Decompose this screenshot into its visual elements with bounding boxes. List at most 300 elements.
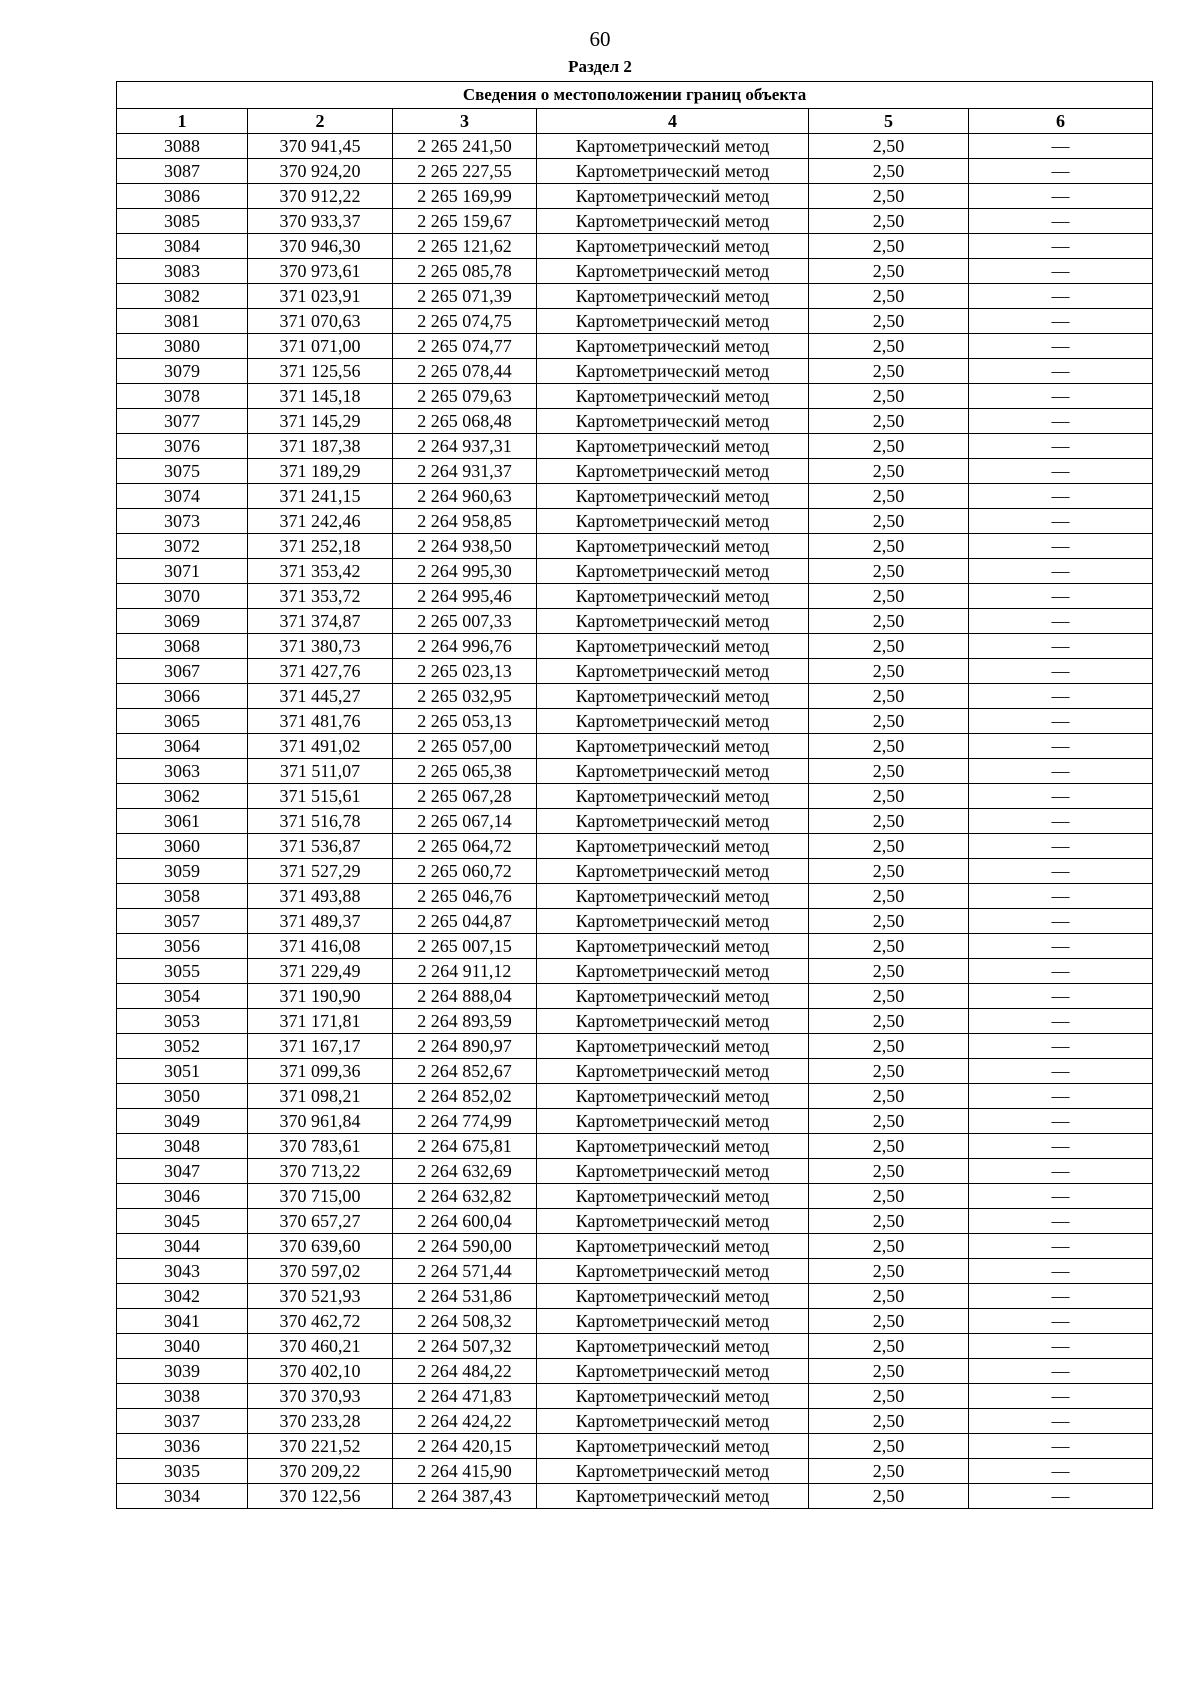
table-row (117, 209, 1153, 234)
method-cell: Картометрический метод (537, 334, 809, 359)
accuracy-cell: 2,50 (809, 1259, 969, 1284)
point-number-cell: 3041 (117, 1309, 248, 1334)
x-coordinate-cell: 371 241,15 (248, 484, 393, 509)
description-cell: — (969, 1109, 1153, 1134)
method-cell: Картометрический метод (537, 359, 809, 384)
x-coordinate-cell: 371 511,07 (248, 759, 393, 784)
description-cell: — (969, 934, 1153, 959)
table-body (117, 134, 1153, 1509)
x-coordinate-cell: 370 209,22 (248, 1459, 393, 1484)
method-cell: Картометрический метод (537, 784, 809, 809)
x-coordinate-cell: 371 023,91 (248, 284, 393, 309)
table-row (117, 559, 1153, 584)
x-coordinate-cell: 370 122,56 (248, 1484, 393, 1509)
table-caption: Сведения о местоположении границ объекта (117, 82, 1153, 109)
accuracy-cell: 2,50 (809, 1434, 969, 1459)
table-row (117, 1409, 1153, 1434)
x-coordinate-cell: 370 783,61 (248, 1134, 393, 1159)
point-number-cell: 3079 (117, 359, 248, 384)
accuracy-cell: 2,50 (809, 134, 969, 159)
table-row (117, 1209, 1153, 1234)
table-row (117, 1284, 1153, 1309)
x-coordinate-cell: 371 493,88 (248, 884, 393, 909)
description-cell: — (969, 634, 1153, 659)
table-row (117, 534, 1153, 559)
point-number-cell: 3036 (117, 1434, 248, 1459)
y-coordinate-cell: 2 265 007,15 (393, 934, 537, 959)
table-row (117, 684, 1153, 709)
table-row (117, 1359, 1153, 1384)
accuracy-cell: 2,50 (809, 884, 969, 909)
description-cell: — (969, 1209, 1153, 1234)
x-coordinate-cell: 371 445,27 (248, 684, 393, 709)
accuracy-cell: 2,50 (809, 1459, 969, 1484)
accuracy-cell: 2,50 (809, 234, 969, 259)
method-cell: Картометрический метод (537, 1209, 809, 1234)
x-coordinate-cell: 370 462,72 (248, 1309, 393, 1334)
point-number-cell: 3073 (117, 509, 248, 534)
point-number-cell: 3059 (117, 859, 248, 884)
table-row (117, 1234, 1153, 1259)
table-row (117, 384, 1153, 409)
table-row (117, 1484, 1153, 1509)
method-cell: Картометрический метод (537, 809, 809, 834)
y-coordinate-cell: 2 264 471,83 (393, 1384, 537, 1409)
method-cell: Картометрический метод (537, 834, 809, 859)
point-number-cell: 3058 (117, 884, 248, 909)
description-cell: — (969, 659, 1153, 684)
column-number: 3 (393, 109, 537, 134)
x-coordinate-cell: 371 527,29 (248, 859, 393, 884)
accuracy-cell: 2,50 (809, 759, 969, 784)
table-row (117, 659, 1153, 684)
point-number-cell: 3061 (117, 809, 248, 834)
table-row (117, 834, 1153, 859)
point-number-cell: 3049 (117, 1109, 248, 1134)
description-cell: — (969, 1159, 1153, 1184)
description-cell: — (969, 1334, 1153, 1359)
description-cell: — (969, 709, 1153, 734)
method-cell: Картометрический метод (537, 759, 809, 784)
y-coordinate-cell: 2 265 068,48 (393, 409, 537, 434)
point-number-cell: 3043 (117, 1259, 248, 1284)
description-cell: — (969, 884, 1153, 909)
description-cell: — (969, 1134, 1153, 1159)
method-cell: Картометрический метод (537, 1059, 809, 1084)
y-coordinate-cell: 2 265 227,55 (393, 159, 537, 184)
x-coordinate-cell: 370 221,52 (248, 1434, 393, 1459)
method-cell: Картометрический метод (537, 634, 809, 659)
method-cell: Картометрический метод (537, 134, 809, 159)
accuracy-cell: 2,50 (809, 1034, 969, 1059)
y-coordinate-cell: 2 265 060,72 (393, 859, 537, 884)
method-cell: Картометрический метод (537, 184, 809, 209)
table-row (117, 1309, 1153, 1334)
point-number-cell: 3052 (117, 1034, 248, 1059)
y-coordinate-cell: 2 264 424,22 (393, 1409, 537, 1434)
table-row (117, 884, 1153, 909)
x-coordinate-cell: 370 946,30 (248, 234, 393, 259)
y-coordinate-cell: 2 265 032,95 (393, 684, 537, 709)
description-cell: — (969, 1084, 1153, 1109)
x-coordinate-cell: 371 515,61 (248, 784, 393, 809)
table-row (117, 484, 1153, 509)
method-cell: Картометрический метод (537, 984, 809, 1009)
table-row (117, 859, 1153, 884)
method-cell: Картометрический метод (537, 434, 809, 459)
accuracy-cell: 2,50 (809, 909, 969, 934)
method-cell: Картометрический метод (537, 309, 809, 334)
x-coordinate-cell: 371 229,49 (248, 959, 393, 984)
method-cell: Картометрический метод (537, 1084, 809, 1109)
x-coordinate-cell: 371 167,17 (248, 1034, 393, 1059)
accuracy-cell: 2,50 (809, 384, 969, 409)
accuracy-cell: 2,50 (809, 684, 969, 709)
y-coordinate-cell: 2 265 071,39 (393, 284, 537, 309)
accuracy-cell: 2,50 (809, 1284, 969, 1309)
description-cell: — (969, 1284, 1153, 1309)
accuracy-cell: 2,50 (809, 534, 969, 559)
method-cell: Картометрический метод (537, 259, 809, 284)
point-number-cell: 3069 (117, 609, 248, 634)
y-coordinate-cell: 2 264 590,00 (393, 1234, 537, 1259)
y-coordinate-cell: 2 264 931,37 (393, 459, 537, 484)
x-coordinate-cell: 371 353,72 (248, 584, 393, 609)
y-coordinate-cell: 2 265 046,76 (393, 884, 537, 909)
method-cell: Картометрический метод (537, 1359, 809, 1384)
point-number-cell: 3080 (117, 334, 248, 359)
point-number-cell: 3070 (117, 584, 248, 609)
table-row (117, 1184, 1153, 1209)
description-cell: — (969, 1259, 1153, 1284)
description-cell: — (969, 984, 1153, 1009)
x-coordinate-cell: 371 071,00 (248, 334, 393, 359)
y-coordinate-cell: 2 264 911,12 (393, 959, 537, 984)
accuracy-cell: 2,50 (809, 1209, 969, 1234)
x-coordinate-cell: 371 489,37 (248, 909, 393, 934)
x-coordinate-cell: 371 171,81 (248, 1009, 393, 1034)
point-number-cell: 3050 (117, 1084, 248, 1109)
y-coordinate-cell: 2 265 067,14 (393, 809, 537, 834)
description-cell: — (969, 1434, 1153, 1459)
accuracy-cell: 2,50 (809, 1134, 969, 1159)
description-cell: — (969, 684, 1153, 709)
accuracy-cell: 2,50 (809, 809, 969, 834)
x-coordinate-cell: 371 125,56 (248, 359, 393, 384)
point-number-cell: 3065 (117, 709, 248, 734)
accuracy-cell: 2,50 (809, 1409, 969, 1434)
table-row (117, 459, 1153, 484)
method-cell: Картометрический метод (537, 209, 809, 234)
point-number-cell: 3056 (117, 934, 248, 959)
accuracy-cell: 2,50 (809, 159, 969, 184)
accuracy-cell: 2,50 (809, 934, 969, 959)
x-coordinate-cell: 371 374,87 (248, 609, 393, 634)
x-coordinate-cell: 371 145,29 (248, 409, 393, 434)
x-coordinate-cell: 370 713,22 (248, 1159, 393, 1184)
y-coordinate-cell: 2 264 996,76 (393, 634, 537, 659)
description-cell: — (969, 184, 1153, 209)
point-number-cell: 3072 (117, 534, 248, 559)
point-number-cell: 3085 (117, 209, 248, 234)
description-cell: — (969, 459, 1153, 484)
method-cell: Картометрический метод (537, 934, 809, 959)
x-coordinate-cell: 370 639,60 (248, 1234, 393, 1259)
column-number: 6 (969, 109, 1153, 134)
description-cell: — (969, 809, 1153, 834)
description-cell: — (969, 234, 1153, 259)
description-cell: — (969, 609, 1153, 634)
description-cell: — (969, 159, 1153, 184)
method-cell: Картометрический метод (537, 159, 809, 184)
x-coordinate-cell: 370 973,61 (248, 259, 393, 284)
point-number-cell: 3071 (117, 559, 248, 584)
point-number-cell: 3084 (117, 234, 248, 259)
method-cell: Картометрический метод (537, 709, 809, 734)
table-row (117, 1034, 1153, 1059)
point-number-cell: 3051 (117, 1059, 248, 1084)
y-coordinate-cell: 2 265 065,38 (393, 759, 537, 784)
accuracy-cell: 2,50 (809, 434, 969, 459)
y-coordinate-cell: 2 265 079,63 (393, 384, 537, 409)
x-coordinate-cell: 371 145,18 (248, 384, 393, 409)
y-coordinate-cell: 2 264 484,22 (393, 1359, 537, 1384)
description-cell: — (969, 384, 1153, 409)
table-row (117, 909, 1153, 934)
accuracy-cell: 2,50 (809, 834, 969, 859)
x-coordinate-cell: 370 933,37 (248, 209, 393, 234)
y-coordinate-cell: 2 264 387,43 (393, 1484, 537, 1509)
y-coordinate-cell: 2 264 415,90 (393, 1459, 537, 1484)
table-row (117, 309, 1153, 334)
table-row (117, 259, 1153, 284)
method-cell: Картометрический метод (537, 1009, 809, 1034)
point-number-cell: 3045 (117, 1209, 248, 1234)
accuracy-cell: 2,50 (809, 359, 969, 384)
description-cell: — (969, 784, 1153, 809)
column-number: 5 (809, 109, 969, 134)
description-cell: — (969, 209, 1153, 234)
point-number-cell: 3044 (117, 1234, 248, 1259)
table-row (117, 409, 1153, 434)
point-number-cell: 3078 (117, 384, 248, 409)
description-cell: — (969, 1309, 1153, 1334)
table-row (117, 1259, 1153, 1284)
y-coordinate-cell: 2 264 600,04 (393, 1209, 537, 1234)
accuracy-cell: 2,50 (809, 634, 969, 659)
method-cell: Картометрический метод (537, 1034, 809, 1059)
y-coordinate-cell: 2 264 852,67 (393, 1059, 537, 1084)
column-number: 1 (117, 109, 248, 134)
y-coordinate-cell: 2 264 888,04 (393, 984, 537, 1009)
y-coordinate-cell: 2 265 169,99 (393, 184, 537, 209)
point-number-cell: 3088 (117, 134, 248, 159)
description-cell: — (969, 584, 1153, 609)
page-number: 60 (589, 27, 611, 51)
accuracy-cell: 2,50 (809, 959, 969, 984)
accuracy-cell: 2,50 (809, 1059, 969, 1084)
accuracy-cell: 2,50 (809, 784, 969, 809)
method-cell: Картометрический метод (537, 584, 809, 609)
y-coordinate-cell: 2 264 958,85 (393, 509, 537, 534)
method-cell: Картометрический метод (537, 1309, 809, 1334)
description-cell: — (969, 334, 1153, 359)
y-coordinate-cell: 2 264 420,15 (393, 1434, 537, 1459)
accuracy-cell: 2,50 (809, 1159, 969, 1184)
y-coordinate-cell: 2 264 995,46 (393, 584, 537, 609)
accuracy-cell: 2,50 (809, 659, 969, 684)
boundary-coordinates-table (116, 81, 1153, 1509)
point-number-cell: 3054 (117, 984, 248, 1009)
table-row (117, 1159, 1153, 1184)
description-cell: — (969, 909, 1153, 934)
point-number-cell: 3035 (117, 1459, 248, 1484)
point-number-cell: 3068 (117, 634, 248, 659)
table-row (117, 609, 1153, 634)
accuracy-cell: 2,50 (809, 259, 969, 284)
method-cell: Картометрический метод (537, 1459, 809, 1484)
table-row (117, 809, 1153, 834)
x-coordinate-cell: 370 597,02 (248, 1259, 393, 1284)
point-number-cell: 3053 (117, 1009, 248, 1034)
x-coordinate-cell: 371 187,38 (248, 434, 393, 459)
accuracy-cell: 2,50 (809, 609, 969, 634)
table-row (117, 159, 1153, 184)
x-coordinate-cell: 371 491,02 (248, 734, 393, 759)
y-coordinate-cell: 2 264 890,97 (393, 1034, 537, 1059)
table-row (117, 784, 1153, 809)
x-coordinate-cell: 371 353,42 (248, 559, 393, 584)
y-coordinate-cell: 2 264 995,30 (393, 559, 537, 584)
accuracy-cell: 2,50 (809, 1334, 969, 1359)
point-number-cell: 3037 (117, 1409, 248, 1434)
table-row (117, 234, 1153, 259)
description-cell: — (969, 309, 1153, 334)
method-cell: Картометрический метод (537, 284, 809, 309)
table-row (117, 1384, 1153, 1409)
description-cell: — (969, 534, 1153, 559)
table-row (117, 984, 1153, 1009)
table-row (117, 709, 1153, 734)
accuracy-cell: 2,50 (809, 709, 969, 734)
table-row (117, 134, 1153, 159)
point-number-cell: 3086 (117, 184, 248, 209)
y-coordinate-cell: 2 264 632,69 (393, 1159, 537, 1184)
accuracy-cell: 2,50 (809, 734, 969, 759)
accuracy-cell: 2,50 (809, 1084, 969, 1109)
accuracy-cell: 2,50 (809, 509, 969, 534)
y-coordinate-cell: 2 264 893,59 (393, 1009, 537, 1034)
point-number-cell: 3082 (117, 284, 248, 309)
y-coordinate-cell: 2 264 507,32 (393, 1334, 537, 1359)
table-row (117, 759, 1153, 784)
method-cell: Картометрический метод (537, 1234, 809, 1259)
y-coordinate-cell: 2 265 159,67 (393, 209, 537, 234)
point-number-cell: 3074 (117, 484, 248, 509)
y-coordinate-cell: 2 265 078,44 (393, 359, 537, 384)
point-number-cell: 3039 (117, 1359, 248, 1384)
point-number-cell: 3057 (117, 909, 248, 934)
y-coordinate-cell: 2 264 675,81 (393, 1134, 537, 1159)
section-title: Раздел 2 (568, 57, 632, 76)
description-cell: — (969, 1234, 1153, 1259)
y-coordinate-cell: 2 264 508,32 (393, 1309, 537, 1334)
accuracy-cell: 2,50 (809, 484, 969, 509)
method-cell: Картометрический метод (537, 859, 809, 884)
description-cell: — (969, 959, 1153, 984)
method-cell: Картометрический метод (537, 1434, 809, 1459)
method-cell: Картометрический метод (537, 1484, 809, 1509)
point-number-cell: 3064 (117, 734, 248, 759)
description-cell: — (969, 759, 1153, 784)
accuracy-cell: 2,50 (809, 559, 969, 584)
x-coordinate-cell: 371 481,76 (248, 709, 393, 734)
description-cell: — (969, 1059, 1153, 1084)
accuracy-cell: 2,50 (809, 584, 969, 609)
point-number-cell: 3083 (117, 259, 248, 284)
x-coordinate-cell: 371 098,21 (248, 1084, 393, 1109)
description-cell: — (969, 359, 1153, 384)
y-coordinate-cell: 2 264 632,82 (393, 1184, 537, 1209)
point-number-cell: 3048 (117, 1134, 248, 1159)
table-row (117, 1109, 1153, 1134)
point-number-cell: 3081 (117, 309, 248, 334)
accuracy-cell: 2,50 (809, 1109, 969, 1134)
method-cell: Картометрический метод (537, 409, 809, 434)
point-number-cell: 3042 (117, 1284, 248, 1309)
description-cell: — (969, 284, 1153, 309)
y-coordinate-cell: 2 265 053,13 (393, 709, 537, 734)
y-coordinate-cell: 2 264 531,86 (393, 1284, 537, 1309)
y-coordinate-cell: 2 264 938,50 (393, 534, 537, 559)
method-cell: Картометрический метод (537, 1384, 809, 1409)
x-coordinate-cell: 370 370,93 (248, 1384, 393, 1409)
x-coordinate-cell: 371 516,78 (248, 809, 393, 834)
x-coordinate-cell: 370 521,93 (248, 1284, 393, 1309)
method-cell: Картометрический метод (537, 1334, 809, 1359)
column-number-row (117, 109, 1153, 134)
y-coordinate-cell: 2 264 571,44 (393, 1259, 537, 1284)
column-number: 2 (248, 109, 393, 134)
method-cell: Картометрический метод (537, 1109, 809, 1134)
point-number-cell: 3047 (117, 1159, 248, 1184)
table-row (117, 1434, 1153, 1459)
x-coordinate-cell: 370 941,45 (248, 134, 393, 159)
point-number-cell: 3067 (117, 659, 248, 684)
y-coordinate-cell: 2 265 007,33 (393, 609, 537, 634)
table-row (117, 284, 1153, 309)
method-cell: Картометрический метод (537, 659, 809, 684)
accuracy-cell: 2,50 (809, 184, 969, 209)
table-row (117, 934, 1153, 959)
point-number-cell: 3087 (117, 159, 248, 184)
y-coordinate-cell: 2 265 241,50 (393, 134, 537, 159)
point-number-cell: 3034 (117, 1484, 248, 1509)
point-number-cell: 3062 (117, 784, 248, 809)
x-coordinate-cell: 370 924,20 (248, 159, 393, 184)
method-cell: Картометрический метод (537, 734, 809, 759)
x-coordinate-cell: 371 242,46 (248, 509, 393, 534)
accuracy-cell: 2,50 (809, 1484, 969, 1509)
table-row (117, 1459, 1153, 1484)
description-cell: — (969, 734, 1153, 759)
x-coordinate-cell: 371 427,76 (248, 659, 393, 684)
y-coordinate-cell: 2 265 121,62 (393, 234, 537, 259)
table-row (117, 1009, 1153, 1034)
table-row (117, 1334, 1153, 1359)
x-coordinate-cell: 371 252,18 (248, 534, 393, 559)
x-coordinate-cell: 370 657,27 (248, 1209, 393, 1234)
